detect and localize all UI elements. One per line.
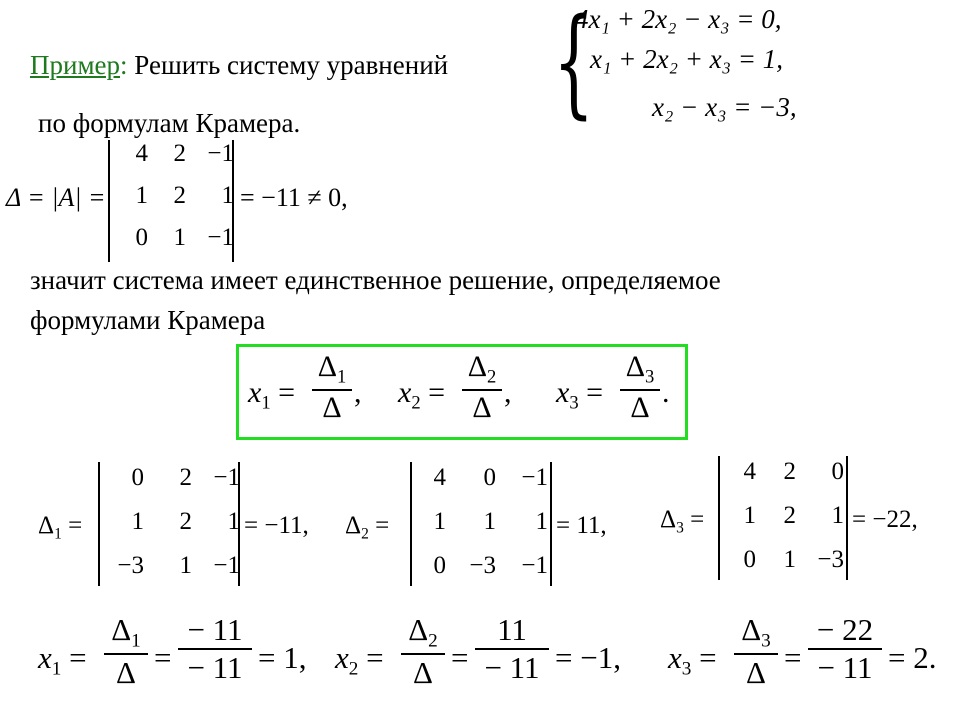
delta-symbol: Δ xyxy=(467,350,487,383)
det-cell: 1 xyxy=(783,546,796,573)
det-cell: 4 xyxy=(433,464,446,491)
system-eq-1: 4x₁ + 2x₂ − x₃ = 0, xyxy=(575,4,782,34)
delta-index: 3 xyxy=(761,630,771,652)
det-cell: 1 xyxy=(433,508,446,535)
cramer-fraction xyxy=(620,350,660,425)
delta-symbol: Δ xyxy=(317,350,337,383)
solution-result: = 2. xyxy=(888,640,937,675)
solution-value-denominator: − 11 xyxy=(817,650,873,685)
solution-value-numerator: 11 xyxy=(497,612,527,647)
solution-var: x xyxy=(335,640,349,675)
main-det-cell: 1 xyxy=(173,224,186,251)
solution-var-index: 1 xyxy=(51,658,62,680)
cramer-var: x xyxy=(398,376,412,409)
equals-sign: = xyxy=(61,640,87,675)
cramer-denominator: Δ xyxy=(322,390,342,424)
solution-result: = 1, xyxy=(258,640,307,675)
cramer-numerator xyxy=(462,350,502,389)
det-lhs xyxy=(38,512,82,543)
det-bar-right xyxy=(846,456,848,580)
solution-denominator: Δ xyxy=(413,654,433,690)
cramer-tail: , xyxy=(354,376,362,409)
cramer-numerator xyxy=(620,350,660,389)
solution-fraction-delta xyxy=(734,612,778,691)
main-det-cell: 2 xyxy=(173,140,186,167)
det-cell: −3 xyxy=(817,546,844,573)
cramer-var-index: 1 xyxy=(261,392,271,414)
solution-result: = −1, xyxy=(555,640,621,675)
det-rhs: = −22, xyxy=(852,506,918,533)
delta-index: 3 xyxy=(676,519,684,537)
main-det-cell: 1 xyxy=(135,182,148,209)
det-cell: 2 xyxy=(179,508,192,535)
det-cell: −1 xyxy=(213,464,240,491)
system-eq-2: x₁ + 2x₂ + x₃ = 1, xyxy=(590,44,784,74)
det-rhs: = −11, xyxy=(244,512,309,539)
conclusion-line-1: значит система имеет единственное решение, определяемое xyxy=(30,265,721,295)
equals-sign: = xyxy=(451,640,469,675)
delta-symbol: Δ xyxy=(660,506,677,533)
cramer-formula-lhs xyxy=(398,376,445,415)
det-cell: 2 xyxy=(783,458,796,485)
main-det-cell: 1 xyxy=(221,182,234,209)
example-label: Пример xyxy=(30,50,121,80)
equals-sign: = xyxy=(578,376,604,409)
intro-line xyxy=(30,50,448,81)
delta-symbol: Δ xyxy=(625,350,645,383)
main-det-cell: 2 xyxy=(173,182,186,209)
det-cell: 0 xyxy=(483,464,496,491)
solution-value-numerator: − 22 xyxy=(816,612,874,647)
delta-symbol: Δ xyxy=(741,612,762,647)
delta-index: 1 xyxy=(54,525,62,543)
main-det-cell: −1 xyxy=(207,224,234,251)
solution-var-index: 2 xyxy=(348,658,359,680)
cramer-formula-lhs xyxy=(556,376,603,415)
det-cell: 1 xyxy=(131,508,144,535)
det-cell: 4 xyxy=(743,458,756,485)
solution-numerator xyxy=(401,612,445,653)
det-cell: 1 xyxy=(483,508,496,535)
cramer-fraction xyxy=(462,350,502,425)
solution-numerator xyxy=(734,612,778,653)
cramer-var: x xyxy=(556,376,570,409)
delta-symbol: Δ xyxy=(345,512,362,539)
det-cell: −1 xyxy=(521,552,548,579)
solution-value-denominator: − 11 xyxy=(484,650,540,685)
det-cell: 0 xyxy=(131,464,144,491)
det-cell: 1 xyxy=(227,508,240,535)
det-lhs xyxy=(660,506,704,537)
example-colon: : xyxy=(120,50,128,80)
delta-index: 1 xyxy=(131,630,141,652)
solution-lhs xyxy=(38,640,87,681)
main-det-lhs: Δ = |A| = xyxy=(6,183,106,212)
solution-value-denominator: − 11 xyxy=(187,650,243,685)
cramer-denominator: Δ xyxy=(472,390,492,424)
equals-sign: = xyxy=(358,640,384,675)
det-cell: 1 xyxy=(179,552,192,579)
cramer-var: x xyxy=(248,376,262,409)
det-bar-right xyxy=(550,462,552,586)
delta-index: 2 xyxy=(487,366,497,388)
det-rhs: = 11, xyxy=(556,512,607,539)
delta-symbol: Δ xyxy=(111,612,132,647)
solution-fraction-value xyxy=(475,612,549,686)
equals-sign: = xyxy=(420,376,446,409)
equals-sign: = xyxy=(61,512,83,539)
main-det-rhs: = −11 ≠ 0, xyxy=(240,183,348,212)
cramer-var-index: 3 xyxy=(569,392,579,414)
delta-index: 2 xyxy=(428,630,438,652)
det-cell: 2 xyxy=(179,464,192,491)
det-cell: 0 xyxy=(743,546,756,573)
main-det-cell: 0 xyxy=(135,224,148,251)
equals-sign: = xyxy=(368,512,390,539)
main-det-cell: 4 xyxy=(135,140,148,167)
equals-sign: = xyxy=(154,640,172,675)
solution-lhs xyxy=(335,640,384,681)
solution-var: x xyxy=(668,640,682,675)
cramer-var-index: 2 xyxy=(411,392,421,414)
det-cell: 1 xyxy=(743,502,756,529)
solution-denominator: Δ xyxy=(116,654,136,690)
solution-denominator: Δ xyxy=(746,654,766,690)
solution-fraction-delta xyxy=(104,612,148,691)
det-cell: 2 xyxy=(783,502,796,529)
solution-var: x xyxy=(38,640,52,675)
equals-sign: = xyxy=(691,640,717,675)
system-brace: { xyxy=(553,0,595,130)
solution-fraction-delta xyxy=(401,612,445,691)
det-cell: 0 xyxy=(433,552,446,579)
delta-symbol: Δ xyxy=(38,512,55,539)
cramer-numerator xyxy=(312,350,352,389)
cramer-tail: , xyxy=(504,376,512,409)
solution-fraction-value xyxy=(178,612,252,686)
cramer-fraction xyxy=(312,350,352,425)
delta-index: 2 xyxy=(361,525,369,543)
det-cell: 0 xyxy=(831,458,844,485)
solution-var-index: 3 xyxy=(681,658,692,680)
equals-sign: = xyxy=(270,376,296,409)
det-lhs xyxy=(345,512,389,543)
cramer-formula-lhs xyxy=(248,376,295,415)
det-cell: 1 xyxy=(535,508,548,535)
main-det-cell: −1 xyxy=(207,140,234,167)
det-cell: −3 xyxy=(117,552,144,579)
cramer-tail: . xyxy=(662,376,670,409)
solution-fraction-value xyxy=(808,612,882,686)
delta-index: 3 xyxy=(645,366,655,388)
solution-value-numerator: − 11 xyxy=(187,612,243,647)
det-cell: −1 xyxy=(521,464,548,491)
solution-numerator xyxy=(104,612,148,653)
equals-sign: = xyxy=(683,506,705,533)
equals-sign: = xyxy=(784,640,802,675)
delta-index: 1 xyxy=(337,366,347,388)
task-text: Решить систему уравнений xyxy=(134,50,449,80)
delta-symbol: Δ xyxy=(408,612,429,647)
det-cell: −1 xyxy=(213,552,240,579)
cramer-denominator: Δ xyxy=(630,390,650,424)
system-eq-3: x₂ − x₃ = −3, xyxy=(652,92,797,122)
solution-lhs xyxy=(668,640,717,681)
det-cell: 1 xyxy=(831,502,844,529)
task-text-2: по формулам Крамера. xyxy=(38,108,301,138)
conclusion-line-2: формулами Крамера xyxy=(30,305,266,335)
det-cell: −3 xyxy=(469,552,496,579)
